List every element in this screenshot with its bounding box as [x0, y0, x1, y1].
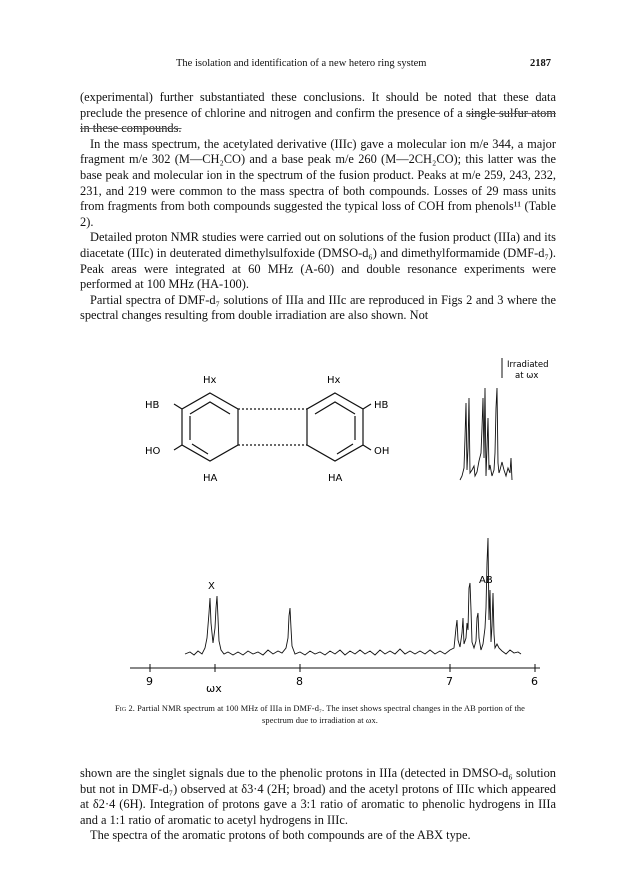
running-title: The isolation and identification of a new hetero ring system: [176, 58, 427, 69]
struck-through-text: single sulfur atom in these compounds.: [80, 105, 557, 136]
nmr-figure-drawing: [90, 358, 560, 698]
main-spectrum-trace: [185, 538, 521, 655]
page-header: [80, 58, 555, 74]
label-hx-right: Hx: [327, 375, 341, 386]
left-ring-inner-bond: [190, 402, 230, 414]
biphenylene-structure: [174, 393, 371, 461]
label-ho-left: HO: [145, 446, 161, 457]
paragraph: Detailed proton NMR studies were carried out on solutions of the fusion product (IIIa) and its diacetate (IIIc) in deuterated dimethylsulfoxide (DMSO-d₆) and dimethylformamide (DMF-d₇). Peak areas were integrated at 60 MHz (A-60) and double resonance experiments were performed at 100 MHz (HA-100).: [80, 230, 556, 292]
bond-oh-right: [363, 445, 371, 450]
paragraph: In the mass spectrum, the acetylated derivative (IIIc) gave a molecular ion m/e 344, a major fragment m/e 302 (M—CH₂CO) and a base peak m/e 260 (M—2CH₂CO); this latter was the base peak and molecular ion in the spectrum of the fusion product. Peaks at m/e 259, 243, 232, 231, and 219 were common to the mass spectra of both compounds. Losses of 29 mass units from fragments from both compounds suggested the typical loss of COH from phenols¹¹ (Table 2).: [80, 136, 556, 229]
label-ha-left: HA: [203, 473, 218, 484]
right-ring-inner-bond: [315, 402, 355, 414]
body-text-bottom: [80, 766, 556, 844]
page-number: 2187: [530, 58, 551, 69]
label-oh-right: OH: [374, 446, 390, 457]
peak-label-x: X: [208, 581, 215, 592]
inset-label-line2: at ωx: [515, 371, 539, 381]
paragraph: Partial spectra of DMF-d₇ solutions of IIIa and IIIc are reproduced in Figs 2 and 3 where the spectral changes resulting from double irradiation are also shown. Not: [80, 292, 556, 323]
caption-label: Fig 2.: [115, 704, 135, 713]
tick-label-8: 8: [296, 675, 303, 688]
inset-label-line1: Irradiated: [507, 360, 549, 370]
omega-x-label: ωx: [206, 682, 222, 695]
figure-caption: [100, 703, 540, 727]
paragraph-text: (experimental) further substantiated these conclusions. It should be noted that these data preclude the presence of chlorine and nitrogen and confirm the presence of a: [80, 90, 556, 120]
figure-2: [90, 358, 560, 698]
bond-hb-left: [174, 404, 182, 409]
paragraph: The spectra of the aromatic protons of both compounds are of the ABX type.: [90, 828, 471, 843]
tick-label-9: 9: [146, 675, 153, 688]
peak-label-ab: AB: [479, 575, 493, 586]
paragraph: [80, 90, 556, 137]
bond-hb-right: [363, 404, 371, 409]
tick-label-7: 7: [446, 675, 453, 688]
paragraph: shown are the singlet signals due to the phenolic protons in IIIa (detected in DMSO-d₆ solution but not in DMF-d₇) observed at δ3·4 (2H; broad) and the acetyl protons of IIIc which appeared at δ2·4 (6H). Integration of protons gave a 3:1 ratio of aromatic to phenolic hydrogens in IIIa and a 1:1 ratio of aromatic to acetyl hydrogens in IIIc.: [80, 766, 556, 827]
body-text-top: [80, 90, 556, 324]
label-ha-right: HA: [328, 473, 343, 484]
label-hx-left: Hx: [203, 375, 217, 386]
label-hb-left: HB: [145, 400, 160, 411]
bond-ho-left: [174, 445, 182, 450]
label-hb-right: HB: [374, 400, 389, 411]
caption-text: Partial NMR spectrum at 100 MHz of IIIa in DMF-d₇. The inset shows spectral changes in the AB portion of the spectrum due to irradiation at ωx.: [137, 704, 525, 725]
inset-spectrum-trace: [460, 388, 512, 480]
tick-label-6: 6: [531, 675, 538, 688]
